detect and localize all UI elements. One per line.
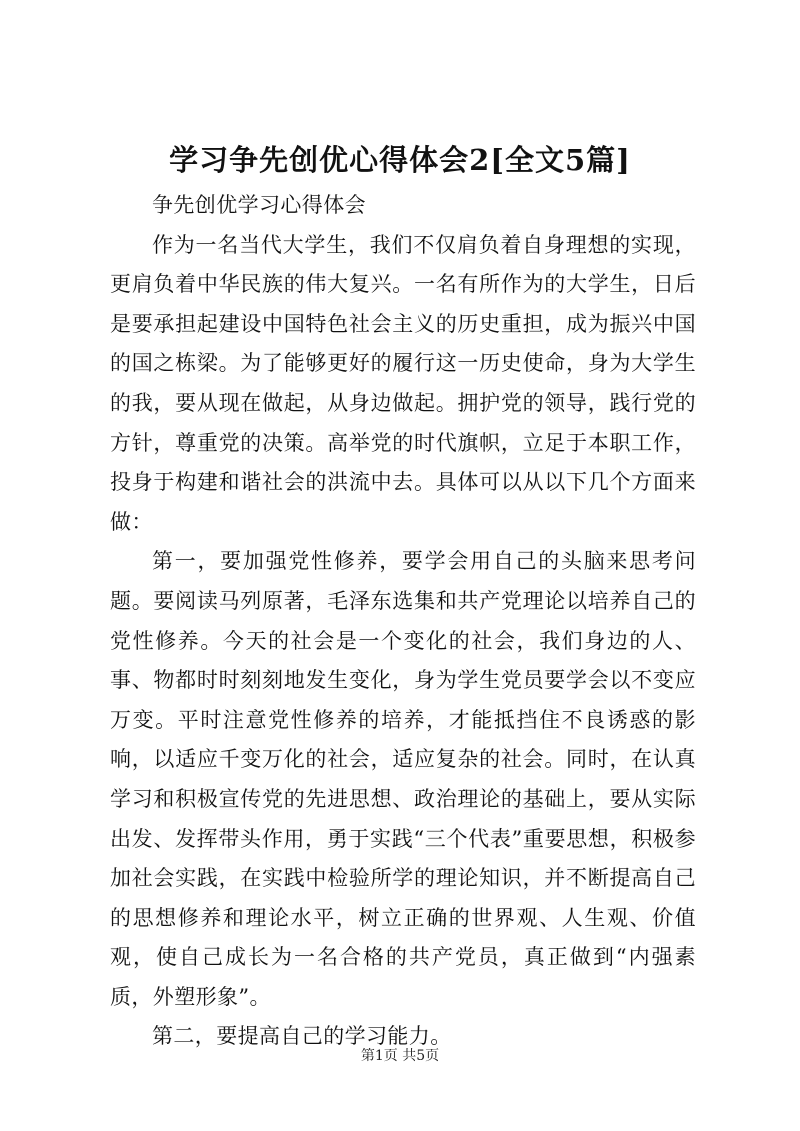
document-body bbox=[110, 186, 696, 1057]
page-number-footer: 第1页 共5页 bbox=[360, 1048, 440, 1064]
document-title: 学习争先创优心得体会2[全文5篇] bbox=[169, 143, 631, 177]
paragraph-intro: 作为一名当代大学生，我们不仅肩负着自身理想的实现，更肩负着中华民族的伟大复兴。一名有所作为的大学生，日后是要承担起建设中国特色社会主义的历史重担，成为振兴中国的国之栋梁。为了能够更好的履行这一历史使命，身为大学生的我，要从现在做起，从身边做起。拥护党的领导，践行党的方针，尊重党的决策。高举党的时代旗帜，立足于本职工作，投身于构建和谐社会的洪流中去。具体可以从以下几个方面来做： bbox=[110, 232, 696, 534]
paragraph-first-point: 第一，要加强党性修养，要学会用自己的头脑来思考问题。要阅读马列原著，毛泽东选集和共产党理论以培养自己的党性修养。今天的社会是一个变化的社会，我们身边的人、事、物都时时刻刻地发生变化，身为学生党员要学会以不变应万变。平时注意党性修养的培养，才能抵挡住不良诱惑的影响，以适应千变万化的社会，适应复杂的社会。同时，在认真学习和积极宣传党的先进思想、政治理论的基础上，要从实际出发、发挥带头作用，勇于实践“三个代表”重要思想，积极参加社会实践，在实践中检验所学的理论知识，并不断提高自己的思想修养和理论水平，树立正确的世界观、人生观、价值观，使自己成长为一名合格的共产党员，真正做到“内强素质，外塑形象”。 bbox=[110, 549, 696, 1009]
paragraph-subtitle: 争先创优学习心得体会 bbox=[152, 193, 366, 217]
paragraph-second-point: 第二，要提高自己的学习能力。 bbox=[152, 1024, 452, 1049]
